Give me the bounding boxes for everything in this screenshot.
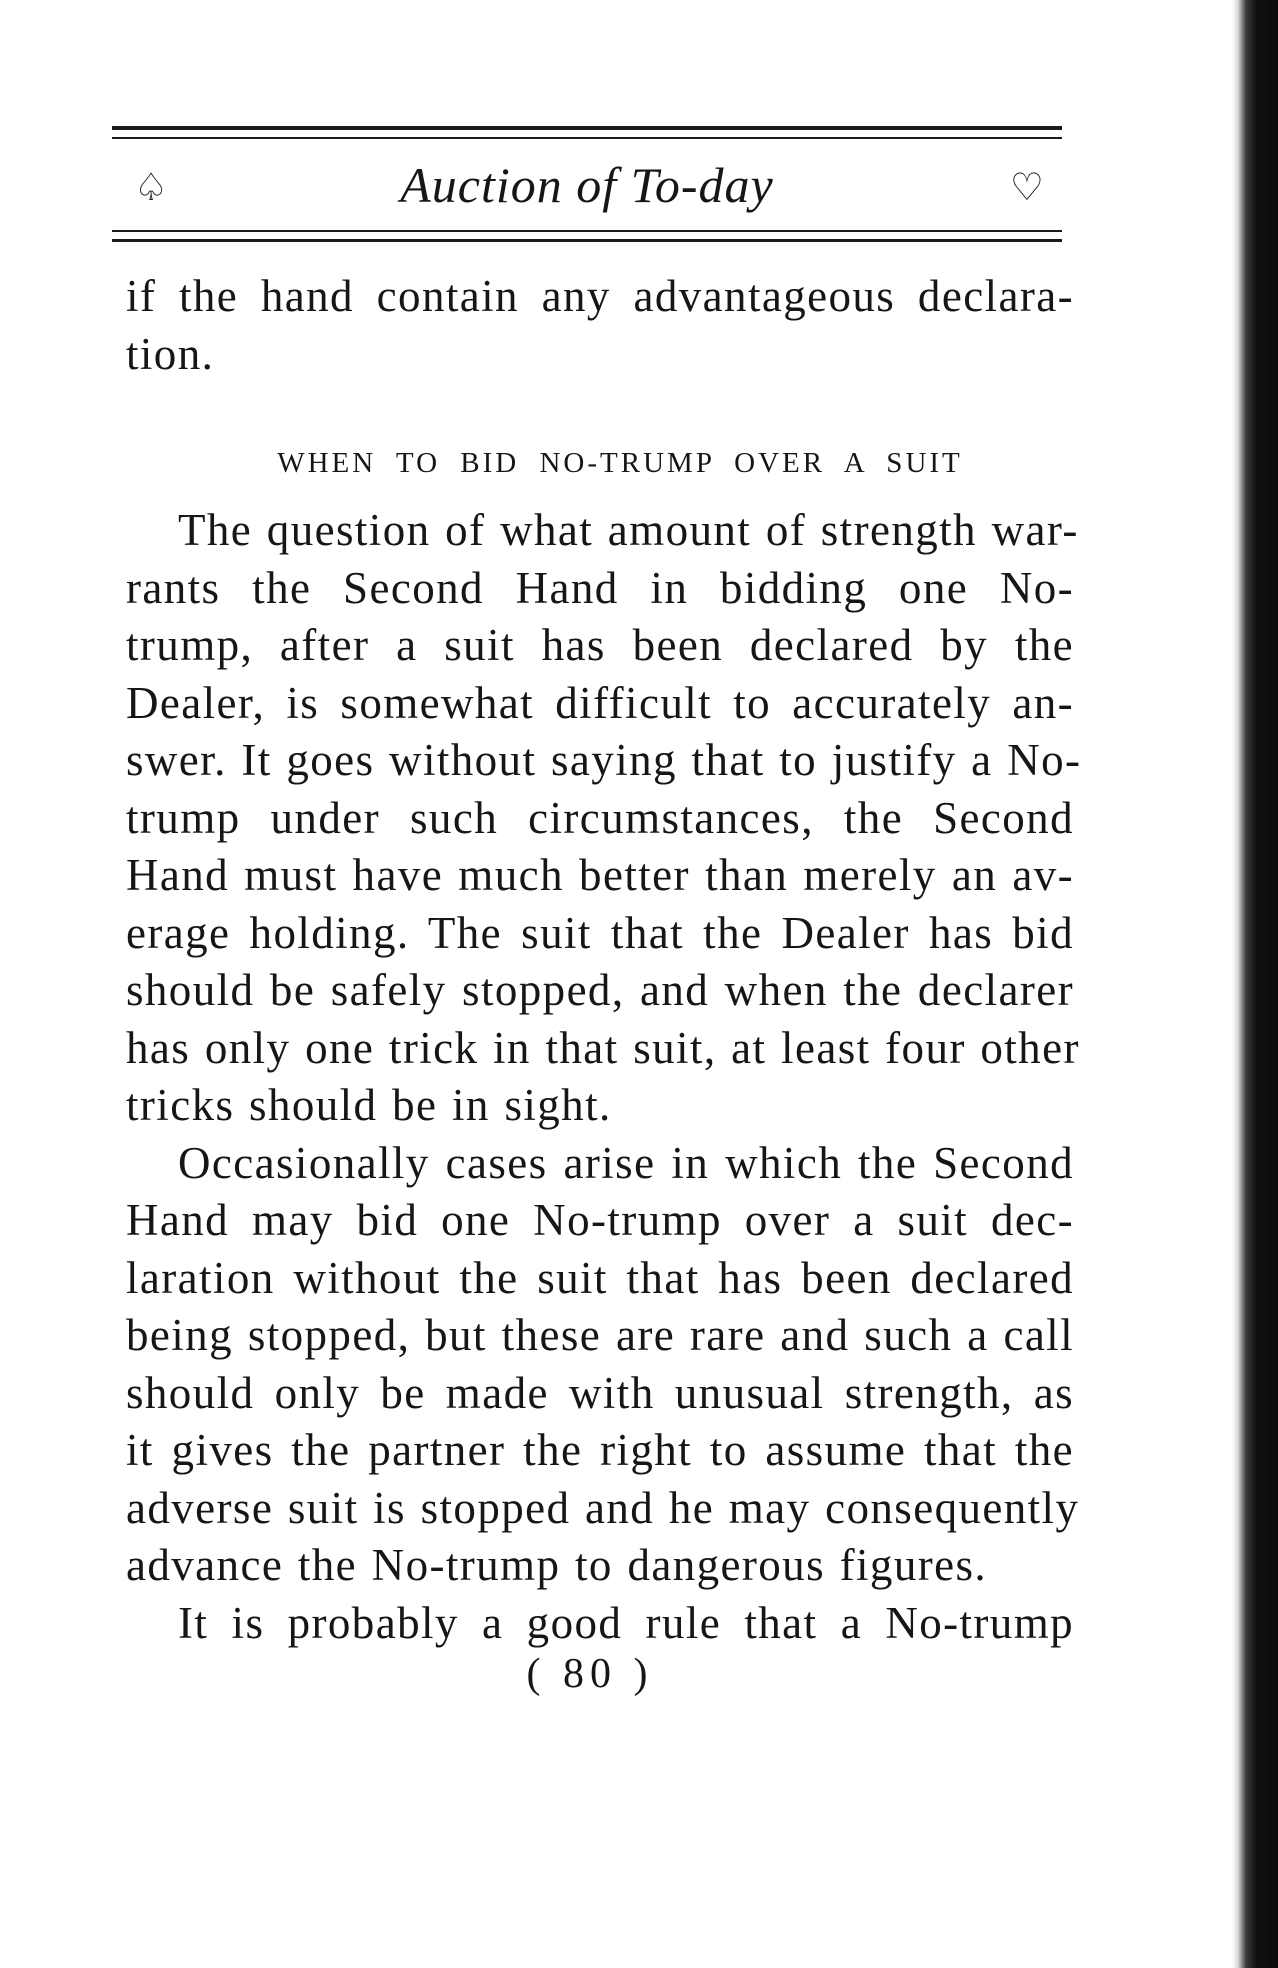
text-line: Hand must have much better than merely an av-	[126, 850, 1074, 900]
header-rule-top-thick	[112, 126, 1062, 130]
text-line: The question of what amount of strength war-	[178, 505, 1079, 555]
spade-outline-icon: ♤	[134, 165, 169, 209]
text-line: trump, after a suit has been declared by the	[126, 620, 1074, 670]
text-line: Occasionally cases arise in which the Second	[178, 1137, 1074, 1188]
text-line: swer. It goes without saying that to justify a No-	[126, 735, 1082, 785]
text-line: tricks should be in sight.	[126, 1080, 612, 1130]
page-number: ( 80 )	[526, 1651, 654, 1697]
text-line: if the hand contain any advantageous declara-	[126, 271, 1074, 321]
header-rule-top-thin	[112, 137, 1062, 139]
text-line: rants the Second Hand in bidding one No-	[126, 562, 1074, 613]
text-line: adverse suit is stopped and he may consequently	[126, 1482, 1080, 1533]
header-rule-bottom-thin	[112, 230, 1062, 232]
text-line: has only one trick in that suit, at least four other	[126, 1022, 1080, 1073]
text-line: erage holding. The suit that the Dealer has bid	[126, 907, 1074, 958]
text-line: tion.	[126, 328, 215, 379]
paragraph	[126, 502, 1082, 1135]
section-heading: WHEN TO BID NO-TRUMP OVER A SUIT	[277, 447, 963, 479]
text-line: Dealer, is somewhat difficult to accurately an-	[126, 677, 1074, 728]
text-line: should be safely stopped, and when the declarer	[126, 965, 1074, 1015]
text-line: Hand may bid one No-trump over a suit dec-	[126, 1195, 1074, 1245]
heart-outline-icon: ♡	[1009, 165, 1044, 209]
running-title: Auction of To-day	[400, 157, 774, 213]
text-line: It is probably a good rule that a No-trump	[178, 1597, 1074, 1648]
text-line: it gives the partner the right to assume that the	[126, 1425, 1074, 1475]
text-line: advance the No-trump to dangerous figures.	[126, 1540, 988, 1590]
text-line: should only be made with unusual strength, as	[126, 1367, 1074, 1418]
paragraph	[126, 268, 1074, 383]
running-header	[112, 152, 1062, 232]
header-rule-bottom-thick	[112, 239, 1062, 242]
paragraph	[126, 1135, 1080, 1595]
scanned-page-edge	[1232, 0, 1278, 1968]
text-line: laration without the suit that has been declared	[126, 1252, 1074, 1303]
page-body	[126, 268, 1082, 1652]
text-line: trump under such circumstances, the Second	[126, 792, 1074, 843]
text-line: being stopped, but these are rare and such a call	[126, 1310, 1074, 1360]
paragraph	[126, 1595, 1074, 1653]
